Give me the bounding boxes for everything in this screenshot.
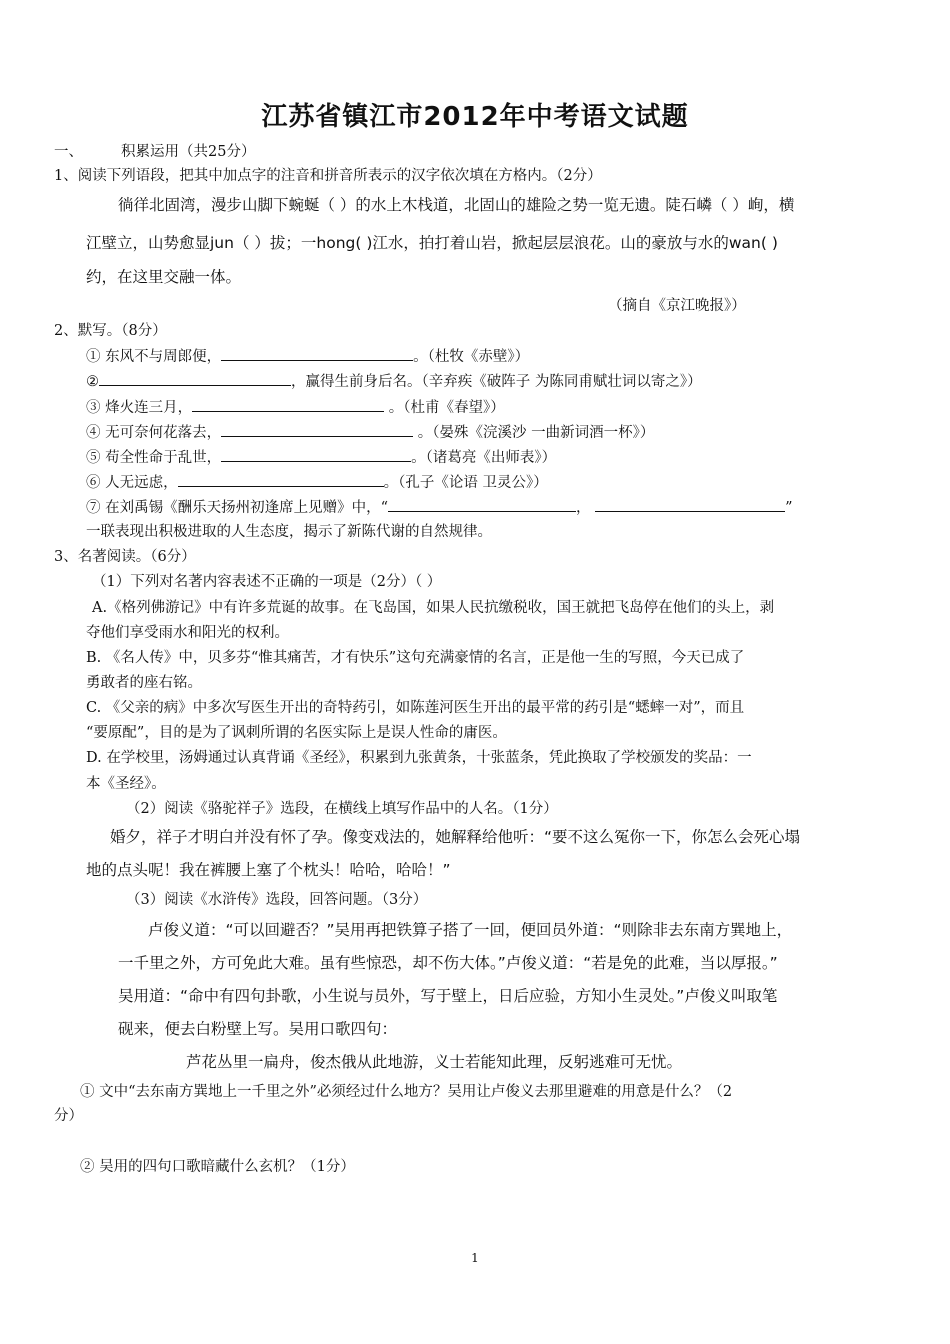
q2-item: ⑦ 在刘禹锡《酬乐天扬州初逢席上见赠》中，“ ， ”: [86, 497, 793, 518]
question-a: ① 文中“去东南方巽地上一千里之外”必须经过什么地方？吴用让卢俊义去那里避难的用意是什么？（2: [80, 1084, 733, 1100]
q1-stem: 1、阅读下列语段，把其中加点字的注音和拼音所表示的汉字依次填在方格内。（2分）: [54, 168, 602, 184]
option-c: C. 《父亲的病》中多次写医生开出的奇特药引，如陈莲河医生开出的最平常的药引是“蟋蟀一对”，而且: [86, 700, 745, 716]
option-b: 勇敢者的座右铭。: [86, 675, 202, 691]
q1-line: 约，在这里交融一体。: [86, 268, 242, 286]
q3-sub1: （1）下列对名著内容表述不正确的一项是（2分）（ ）: [92, 574, 442, 590]
question-b: ② 吴用的四句口歌暗藏什么玄机？（1分）: [80, 1159, 355, 1175]
option-d: 本《圣经》。: [86, 776, 166, 792]
answer-blank[interactable]: [388, 497, 576, 512]
page-title: 江苏省镇江市2012年中考语文试题: [261, 102, 689, 132]
q2-item: ④ 无可奈何花落去， 。（晏殊《浣溪沙 一曲新词酒一杯》）: [86, 422, 654, 443]
passage-line: 地的点头呢！我在裤腰上塞了个枕头！哈哈，哈哈！”: [86, 861, 451, 879]
passage-line: 吴用道：“命中有四句卦歌，小生说与员外，写于壁上，日后应验，方知小生灵处。”卢俊义叫取笔: [118, 987, 778, 1005]
q2-item: ⑤ 苟全性命于乱世， 。（诸葛亮《出师表》）: [86, 447, 556, 468]
option-b: B. 《名人传》中，贝多芬“惟其痛苦，才有快乐”这句充满豪情的名言，正是他一生的写照，今天已成了: [86, 650, 745, 666]
page-number: 1: [471, 1251, 479, 1265]
answer-blank[interactable]: [595, 497, 785, 512]
q3-sub2: （2）阅读《骆驼祥子》选段，在横线上填写作品中的人名。（1分）: [126, 801, 558, 817]
answer-blank[interactable]: [221, 422, 413, 437]
option-c: “要原配”，目的是为了讽刺所谓的名医实际上是误人性命的庸医。: [86, 725, 507, 741]
q2-item: ② ，赢得生前身后名。（辛弃疾《破阵子 为陈同甫赋壮词以寄之》）: [86, 371, 702, 392]
q1-line: 江壁立，山势愈显jun（ ）拔；一hong( )江水，拍打着山岩，掀起层层浪花。山的豪放与水的wan( ): [86, 234, 778, 252]
passage-line: 婚夕，祥子才明白并没有怀了孕。像变戏法的，她解释给他听：“要不这么冤你一下，你怎么会死心塌: [110, 828, 801, 846]
answer-blank[interactable]: [192, 397, 384, 412]
section-number: 一、: [54, 144, 83, 160]
answer-blank[interactable]: [99, 371, 291, 386]
poem-line: 芦花丛里一扁舟，俊杰俄从此地游，义士若能知此理，反躬逃难可无忧。: [186, 1053, 683, 1071]
q2-stem: 2、默写。（8分）: [54, 323, 167, 339]
passage-line: 一千里之外，方可免此大难。虽有些惊恐，却不伤大体。”卢俊义道：“若是免的此难，当以厚报。”: [118, 954, 778, 972]
q1-line: 徜徉北固湾，漫步山脚下蜿蜒（ ）的水上木栈道，北固山的雄险之势一览无遗。陡石嶙（ ）峋，横: [118, 196, 795, 214]
question-a: 分）: [54, 1108, 83, 1124]
passage-line: 砚来，便去白粉壁上写。吴用口歌四句：: [118, 1020, 398, 1038]
q1-source: （摘自《京江晚报》）: [608, 298, 746, 314]
q2-item: ③ 烽火连三月， 。（杜甫《春望》）: [86, 397, 505, 418]
q2-item-continued: 一联表现出积极进取的人生态度，揭示了新陈代谢的自然规律。: [86, 524, 492, 540]
option-a: 夺他们享受雨水和阳光的权利。: [86, 625, 289, 641]
section-heading: 积累运用（共25分）: [121, 144, 256, 160]
q2-item: ⑥ 人无远虑， 。（孔子《论语 卫灵公》）: [86, 472, 548, 493]
option-d: D. 在学校里，汤姆通过认真背诵《圣经》，积累到九张黄条，十张蓝条，凭此换取了学校颁发的奖品：一: [86, 750, 752, 766]
q3-sub3: （3）阅读《水浒传》选段，回答问题。（3分）: [126, 892, 428, 908]
answer-blank[interactable]: [221, 447, 411, 462]
q2-item: ① 东风不与周郎便， 。（杜牧《赤壁》）: [86, 346, 529, 367]
q3-stem: 3、名著阅读。（6分）: [54, 549, 196, 565]
answer-blank[interactable]: [178, 472, 384, 487]
passage-line: 卢俊义道：“可以回避否？”吴用再把铁算子搭了一回，便回员外道：“则除非去东南方巽地上，: [148, 921, 793, 939]
option-a: A.《格列佛游记》中有许多荒诞的故事。在飞岛国，如果人民抗缴税收，国王就把飞岛停在他们的头上，剥: [92, 600, 775, 616]
answer-blank[interactable]: [221, 346, 413, 361]
